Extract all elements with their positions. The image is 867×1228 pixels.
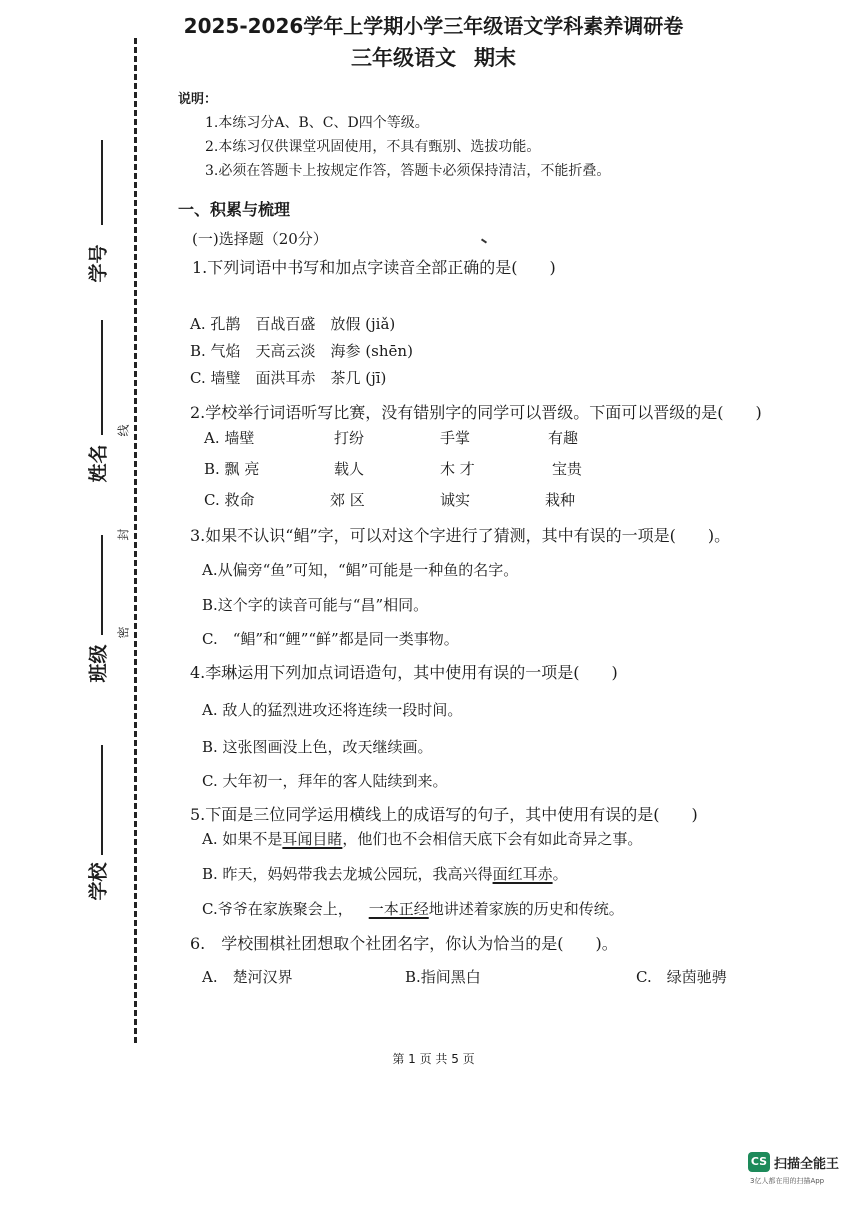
label-class: 班级 bbox=[87, 644, 110, 683]
subtitle-subject: 三年级语文 bbox=[351, 46, 456, 70]
idiom-underlined: 面红耳赤 bbox=[492, 865, 553, 883]
binding-dashed-line bbox=[134, 38, 137, 1043]
subtitle-term: 期末 bbox=[474, 46, 516, 70]
option-text: A. 如果不是 bbox=[202, 830, 283, 848]
option-text: B. 昨天，妈妈带我去龙城公园玩，我高兴得 bbox=[202, 865, 493, 883]
question-2-stem: 2.学校举行词语听写比赛，没有错别字的同学可以晋级。下面可以晋级的是( ) bbox=[190, 403, 762, 422]
seal-word-line: 线 bbox=[116, 424, 131, 437]
question-4-option-b: B. 这张图画没上色，改天继续画。 bbox=[202, 738, 433, 756]
question-2-c-word-4: 栽种 bbox=[545, 491, 576, 509]
page-footer: 第 1 页 共 5 页 bbox=[392, 1052, 475, 1066]
question-4-option-c: C. 大年初一，拜年的客人陆续到来。 bbox=[202, 772, 448, 790]
seal-word-seal: 封 bbox=[116, 528, 131, 541]
label-student-id: 学号 bbox=[87, 244, 110, 283]
question-2-c-word-3: 诚实 bbox=[440, 491, 471, 509]
question-2-b-word-2: 载人 bbox=[334, 460, 365, 478]
question-3-option-c: C. “鲳”和“鲤”“鲜”都是同一类事物。 bbox=[202, 630, 459, 648]
question-2-c-word-2: 郊 区 bbox=[330, 491, 365, 509]
option-text: ，他们也不会相信天底下会有如此奇异之事。 bbox=[342, 830, 643, 848]
question-2-b-word-3: 木 才 bbox=[440, 460, 475, 478]
name-blank-line bbox=[101, 320, 103, 435]
question-5-option-b bbox=[202, 863, 568, 884]
idiom-underlined: 耳闻目睹 bbox=[282, 830, 343, 848]
question-6-option-c: C. 绿茵驰骋 bbox=[636, 968, 727, 986]
question-4-stem: 4.李琳运用下列加点词语造句，其中使用有误的一项是( ) bbox=[190, 663, 618, 682]
note-item: 3.必须在答题卡上按规定作答，答题卡必须保持清洁，不能折叠。 bbox=[205, 163, 611, 179]
question-6-stem: 6. 学校围棋社团想取个社团名字，你认为恰当的是( )。 bbox=[190, 934, 618, 953]
question-2-a-word-4: 有趣 bbox=[548, 429, 579, 447]
note-item: 1.本练习分A、B、C、D四个等级。 bbox=[205, 115, 429, 131]
student-id-blank-line bbox=[101, 140, 103, 225]
question-1-option-b: B. 气焰 天高云淡 海参 (shēn) bbox=[190, 342, 413, 360]
question-2-a-word-2: 打纷 bbox=[334, 429, 365, 447]
seal-word-secret: 密 bbox=[116, 626, 131, 639]
class-blank-line bbox=[101, 535, 103, 635]
school-blank-line bbox=[101, 745, 103, 855]
question-3-option-a: A.从偏旁“鱼”可知，“鲳”可能是一种鱼的名字。 bbox=[202, 561, 519, 579]
question-1-option-a: A. 孔鹊 百战百盛 放假 (jiǎ) bbox=[190, 315, 396, 333]
emphasis-dot-mark bbox=[481, 238, 487, 243]
scanner-logo-icon: CS bbox=[748, 1152, 770, 1172]
question-5-stem: 5.下面是三位同学运用横线上的成语写的句子，其中使用有误的是( ) bbox=[190, 805, 698, 824]
scanner-tagline: 3亿人都在用的扫描App bbox=[750, 1177, 825, 1185]
question-2-b-word-1: B. 飘 亮 bbox=[204, 460, 260, 478]
idiom-underlined: 一本正经 bbox=[368, 900, 429, 918]
question-6-option-b: B.指间黑白 bbox=[405, 968, 481, 986]
question-5-option-c bbox=[202, 898, 624, 919]
section-title: 一、积累与梳理 bbox=[178, 200, 291, 219]
exam-title: 2025-2026学年上学期小学三年级语文学科素养调研卷 bbox=[183, 14, 684, 38]
exam-subtitle bbox=[0, 42, 867, 72]
question-5-option-a bbox=[202, 828, 642, 849]
question-3-option-b: B.这个字的读音可能与“昌”相同。 bbox=[202, 596, 429, 614]
question-2-b-word-4: 宝贵 bbox=[552, 460, 583, 478]
section-subtitle: (一)选择题（20分） bbox=[192, 230, 328, 248]
label-name: 姓名 bbox=[87, 444, 110, 483]
label-school: 学校 bbox=[87, 862, 110, 901]
question-6-option-a: A. 楚河汉界 bbox=[202, 968, 293, 986]
question-4-option-a: A. 敌人的猛烈进攻还将连续一段时间。 bbox=[202, 701, 463, 719]
scanner-app-name: 扫描全能王 bbox=[774, 1157, 840, 1172]
note-item: 2.本练习仅供课堂巩固使用，不具有甄别、选拔功能。 bbox=[205, 139, 541, 155]
question-2-a-word-3: 手掌 bbox=[440, 429, 471, 447]
question-2-c-word-1: C. 救命 bbox=[204, 491, 255, 509]
question-1-stem: 1.下列词语中书写和加点字读音全部正确的是( ) bbox=[192, 258, 556, 277]
notes-label: 说明： bbox=[178, 92, 218, 107]
option-text: C.爷爷在家族聚会上， bbox=[202, 900, 353, 918]
question-1-option-c: C. 墙璧 面洪耳赤 茶几 (jī) bbox=[190, 369, 387, 387]
question-3-stem: 3.如果不认识“鲳”字，可以对这个字进行了猜测，其中有误的一项是( )。 bbox=[190, 526, 731, 545]
question-2-a-word-1: A. 墙壁 bbox=[204, 429, 255, 447]
option-text: 地讲述着家族的历史和传统。 bbox=[428, 900, 624, 918]
option-text: 。 bbox=[552, 865, 568, 883]
